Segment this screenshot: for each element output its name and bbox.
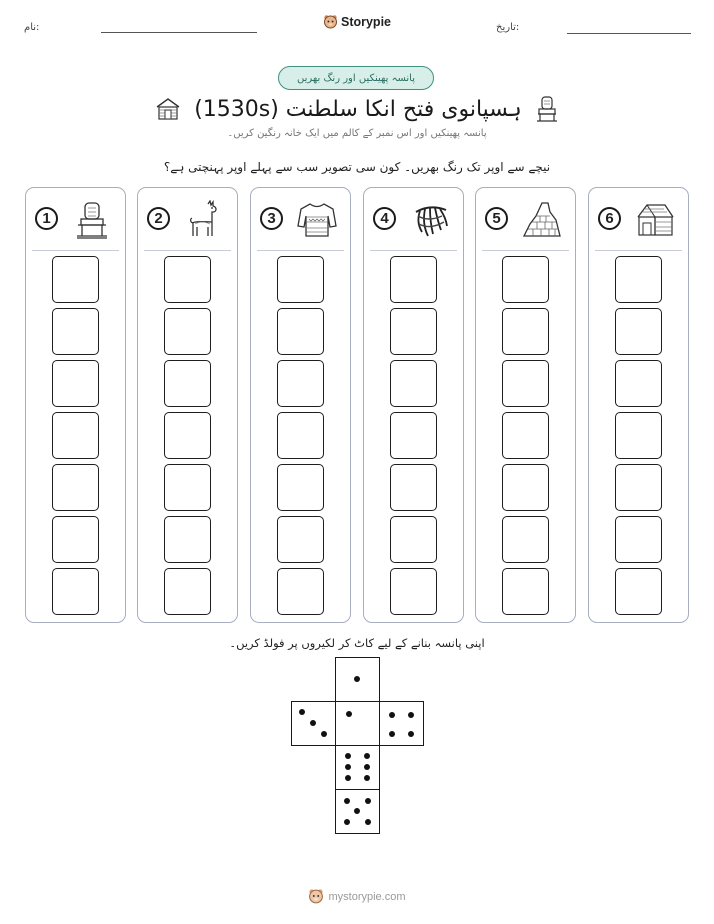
column-divider <box>257 250 344 251</box>
pip <box>346 711 352 717</box>
color-box[interactable] <box>52 568 99 615</box>
color-box[interactable] <box>390 256 437 303</box>
color-box[interactable] <box>277 516 324 563</box>
color-box[interactable] <box>502 568 549 615</box>
name-label: نام: <box>24 22 40 33</box>
color-box[interactable] <box>615 308 662 355</box>
pip <box>354 676 360 682</box>
footer-site-link[interactable]: mystorypie.com <box>328 890 406 903</box>
pip <box>364 753 370 759</box>
color-box[interactable] <box>52 412 99 459</box>
storypie-logo-icon <box>308 888 324 905</box>
pip <box>321 731 327 737</box>
date-label: تاریخ: <box>496 22 520 33</box>
storypie-logo-icon <box>323 14 338 30</box>
color-box[interactable] <box>52 256 99 303</box>
pip <box>344 819 350 825</box>
color-box[interactable] <box>164 568 211 615</box>
pip <box>345 753 351 759</box>
color-box[interactable] <box>615 360 662 407</box>
pip <box>389 731 395 737</box>
color-box[interactable] <box>52 308 99 355</box>
footer <box>0 888 714 909</box>
question: نیچے سے اوپر تک رنگ بھریں۔ کون سی تصویر سب سے پہلے اوپر پہنچتی ہے؟ <box>163 160 551 174</box>
column-number: 5 <box>485 207 508 230</box>
color-box[interactable] <box>502 256 549 303</box>
column-divider <box>370 250 457 251</box>
column-number: 6 <box>598 207 621 230</box>
column-divider <box>32 250 119 251</box>
column-5 <box>475 187 576 623</box>
column-divider <box>144 250 231 251</box>
subtitle: پانسہ پھینکیں اور اس نمبر کے کالم میں ایک خانہ رنگین کریں۔ <box>227 128 487 139</box>
page-title: ہسپانوی فتح انکا سلطنت (1530s) <box>194 96 522 122</box>
color-box[interactable] <box>52 464 99 511</box>
column-header <box>138 188 237 250</box>
column-header <box>26 188 125 250</box>
color-box[interactable] <box>502 412 549 459</box>
llama-icon <box>182 200 226 240</box>
pip <box>354 808 360 814</box>
color-box[interactable] <box>277 464 324 511</box>
column-header <box>251 188 350 250</box>
cut-fold-instruction: اپنی پانسہ بنانے کے لیے کاٹ کر لکیروں پر فولڈ کریں۔ <box>229 636 485 650</box>
pip <box>408 712 414 718</box>
color-box[interactable] <box>277 568 324 615</box>
column-number: 2 <box>147 207 170 230</box>
storehouse-icon <box>154 95 182 123</box>
pip <box>344 798 350 804</box>
throne-icon <box>534 95 560 123</box>
brand-name: Storypie <box>340 15 391 29</box>
column-4 <box>363 187 464 623</box>
die-face-bottom <box>335 789 380 834</box>
pip <box>310 720 316 726</box>
column-header <box>476 188 575 250</box>
title-row <box>0 93 714 125</box>
color-box[interactable] <box>615 412 662 459</box>
color-box[interactable] <box>390 412 437 459</box>
color-box[interactable] <box>164 256 211 303</box>
pip <box>365 798 371 804</box>
sweater-icon <box>295 200 339 240</box>
color-box[interactable] <box>277 360 324 407</box>
pip <box>345 764 351 770</box>
column-divider <box>595 250 682 251</box>
color-box[interactable] <box>52 360 99 407</box>
color-box[interactable] <box>277 412 324 459</box>
color-box[interactable] <box>164 360 211 407</box>
color-box[interactable] <box>615 516 662 563</box>
color-box[interactable] <box>390 360 437 407</box>
color-box[interactable] <box>277 256 324 303</box>
die-face-top <box>335 657 380 702</box>
activity-badge: پانسہ پھینکیں اور رنگ بھریں <box>278 66 434 90</box>
column-2 <box>137 187 238 623</box>
stone-wall-icon <box>520 200 564 240</box>
column-number: 4 <box>373 207 396 230</box>
pip <box>365 819 371 825</box>
color-box[interactable] <box>502 516 549 563</box>
column-1 <box>25 187 126 623</box>
pip <box>408 731 414 737</box>
column-3 <box>250 187 351 623</box>
quipu-icon <box>408 200 452 240</box>
color-box[interactable] <box>277 308 324 355</box>
color-box[interactable] <box>615 568 662 615</box>
color-box[interactable] <box>164 412 211 459</box>
column-header <box>364 188 463 250</box>
column-divider <box>482 250 569 251</box>
column-header <box>589 188 688 250</box>
color-box[interactable] <box>615 256 662 303</box>
color-box[interactable] <box>164 516 211 563</box>
die-face-right <box>379 701 424 746</box>
color-box[interactable] <box>615 464 662 511</box>
column-number: 3 <box>260 207 283 230</box>
color-box[interactable] <box>502 360 549 407</box>
die-face-lower <box>335 745 380 790</box>
color-box[interactable] <box>390 568 437 615</box>
pip <box>389 712 395 718</box>
color-box[interactable] <box>164 308 211 355</box>
pip <box>299 709 305 715</box>
color-box[interactable] <box>502 464 549 511</box>
column-6 <box>588 187 689 623</box>
pip <box>345 775 351 781</box>
color-box[interactable] <box>52 516 99 563</box>
color-box[interactable] <box>390 516 437 563</box>
pip <box>364 764 370 770</box>
brand-header <box>0 14 714 34</box>
die-face-left <box>291 701 336 746</box>
column-number: 1 <box>35 207 58 230</box>
color-box[interactable] <box>502 308 549 355</box>
color-box[interactable] <box>164 464 211 511</box>
color-box[interactable] <box>390 464 437 511</box>
storehouse-icon <box>633 200 677 240</box>
die-face-center <box>335 701 380 746</box>
pip <box>364 775 370 781</box>
color-box[interactable] <box>390 308 437 355</box>
throne-icon <box>70 200 114 240</box>
